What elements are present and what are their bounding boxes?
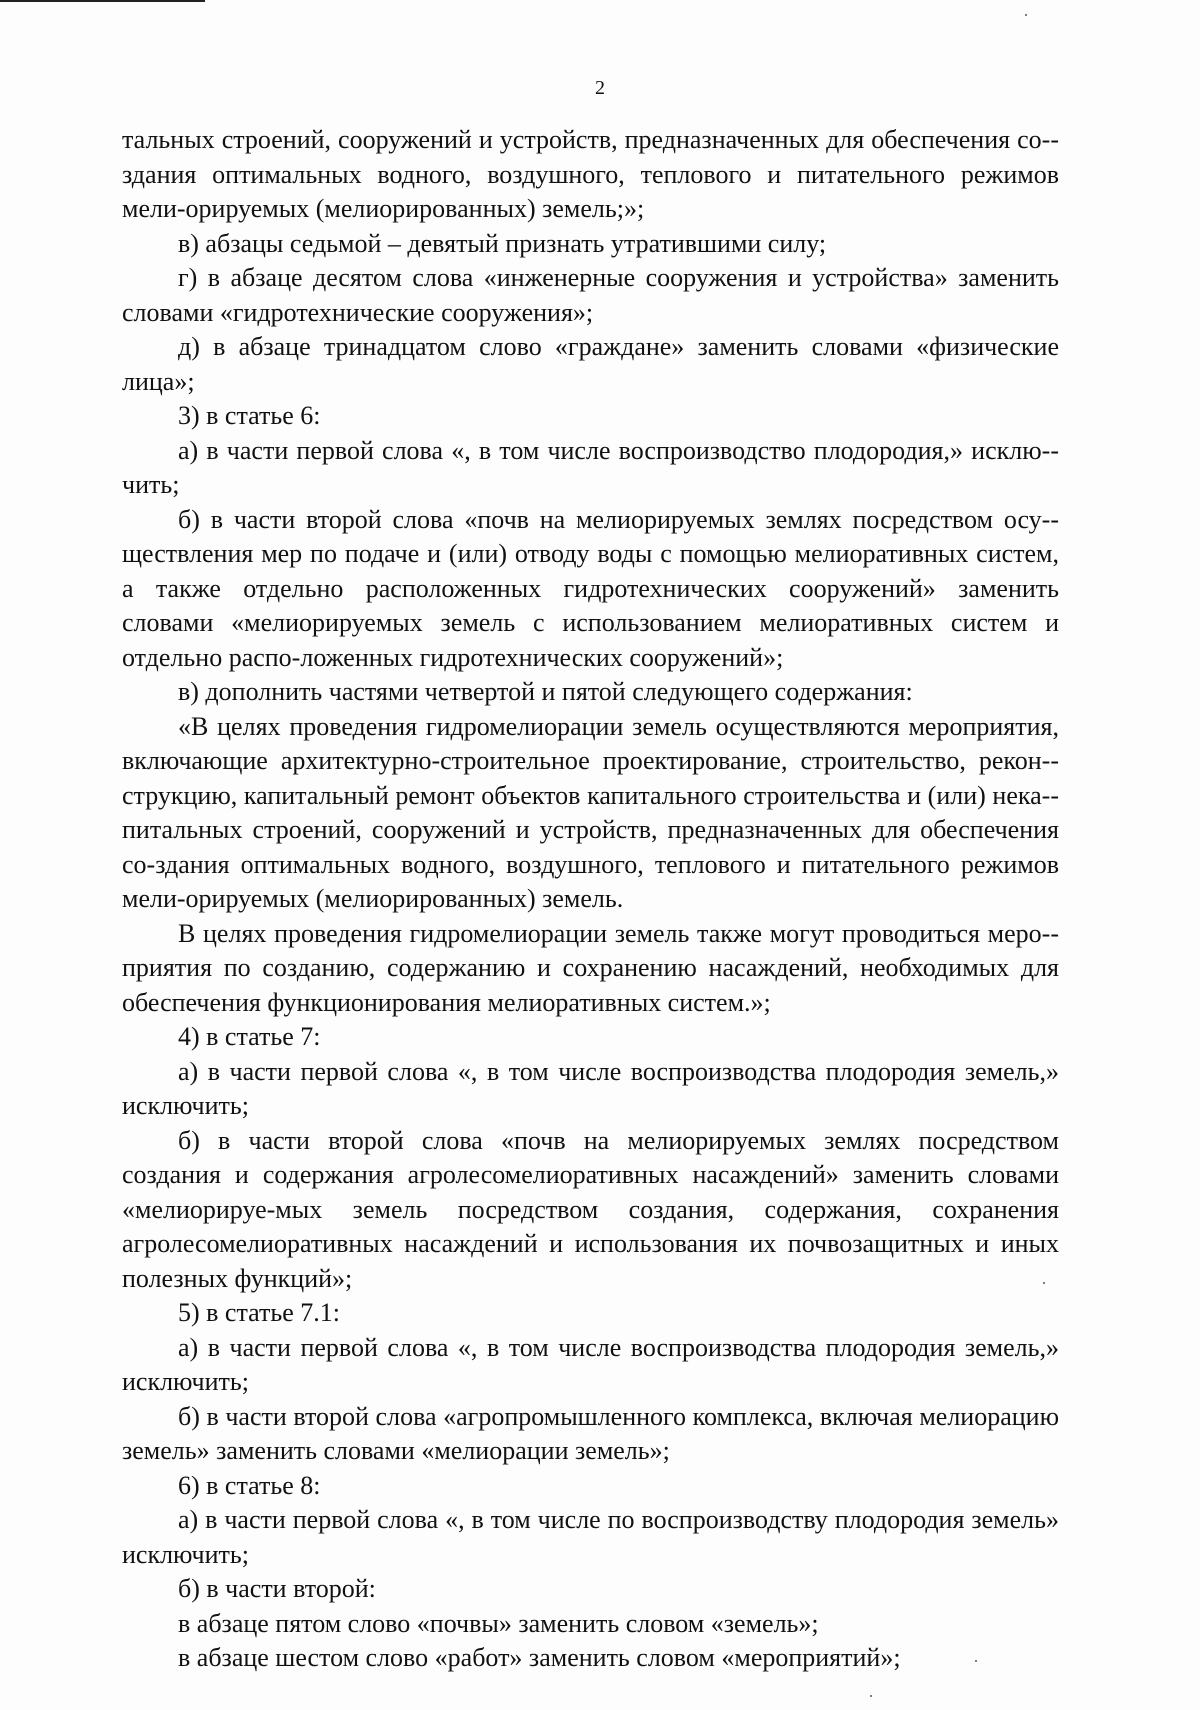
scan-speck xyxy=(1043,1282,1045,1284)
document-body xyxy=(122,123,1059,1676)
paragraph: 3) в статье 6: xyxy=(178,401,321,430)
paragraph: д) в абзаце тринадцатом слово «граждане» заменить словами «физические лица»; xyxy=(122,332,1059,396)
scan-edge-line xyxy=(0,0,205,2)
paragraph: а) в части первой слова «, в том числе воспроизводства плодородия земель,» исключить; xyxy=(122,1056,1059,1120)
paragraph: г) в абзаце десятом слова «инженерные сооружения и устройства» заменить словами «гидротехнические сооружения»; xyxy=(122,263,1059,327)
paragraph: В целях проведения гидромелиорации земель также могут проводиться меро-приятия по созданию, содержанию и сохранению насаждений, необходимых для обеспечения функционирования мелиоративных систем.»; xyxy=(122,918,1059,1017)
paragraph: «В целях проведения гидромелиорации земель осуществляются мероприятия, включающие архитектурно-строительное проектирование, строительство, рекон-струкцию, капитальный ремонт объектов капитального строительства и (или) нека-питальных строений, сооружений и устройств, предназначенных для обеспечения со-здания оптимальных водного, воздушного, теплового и питательного режимов мели-орируемых (мелиорированных) земель. xyxy=(122,711,1059,913)
paragraph: б) в части второй: xyxy=(178,1574,376,1603)
paragraph: в абзаце шестом слово «работ» заменить словом «мероприятий»; xyxy=(178,1643,901,1672)
scan-speck xyxy=(1025,14,1027,16)
paragraph: б) в части второй слова «агропромышленного комплекса, включая мелиорацию земель» заменить словами «мелиорации земель»; xyxy=(122,1401,1059,1465)
scan-speck xyxy=(975,1660,977,1662)
page-number: 2 xyxy=(595,77,605,99)
paragraph: тальных строений, сооружений и устройств, предназначенных для обеспечения со-здания оптимальных водного, воздушного, теплового и питательного режимов мели-орируемых (мелиорированных) земель;»; xyxy=(122,125,1059,223)
paragraph: б) в части второй слова «почв на мелиорируемых землях посредством осу-ществления мер по подаче и (или) отводу воды с помощью мелиоративных систем, а также отдельно расположенных гидротехнических сооружений» заменить словами «мелиорируемых земель с использованием мелиоративных систем и отдельно распо-ложенных гидротехнических сооружений»; xyxy=(122,504,1059,672)
paragraph: 5) в статье 7.1: xyxy=(178,1298,341,1327)
paragraph: а) в части первой слова «, в том числе по воспроизводству плодородия земель» исключить; xyxy=(122,1505,1059,1569)
paragraph: в) дополнить частями четвертой и пятой следующего содержания: xyxy=(178,677,913,706)
paragraph: в) абзацы седьмой – девятый признать утратившими силу; xyxy=(178,228,827,258)
paragraph: б) в части второй слова «почв на мелиорируемых землях посредством создания и содержания агролесомелиоративных насаждений» заменить словами «мелиорируе-мых земель посредством создания, содержания, сохранения агролесомелиоративных насаждений и использования их почвозащитных и иных полезных функций»; xyxy=(122,1125,1059,1293)
paragraph: а) в части первой слова «, в том числе воспроизводства плодородия земель,» исключить; xyxy=(122,1332,1059,1396)
scan-speck xyxy=(870,1695,872,1697)
paragraph: 6) в статье 8: xyxy=(178,1470,321,1500)
paragraph: в абзаце пятом слово «почвы» заменить словом «земель»; xyxy=(178,1608,819,1638)
paragraph: а) в части первой слова «, в том числе воспроизводство плодородия,» исклю-чить; xyxy=(122,435,1059,499)
paragraph: 4) в статье 7: xyxy=(178,1022,321,1051)
